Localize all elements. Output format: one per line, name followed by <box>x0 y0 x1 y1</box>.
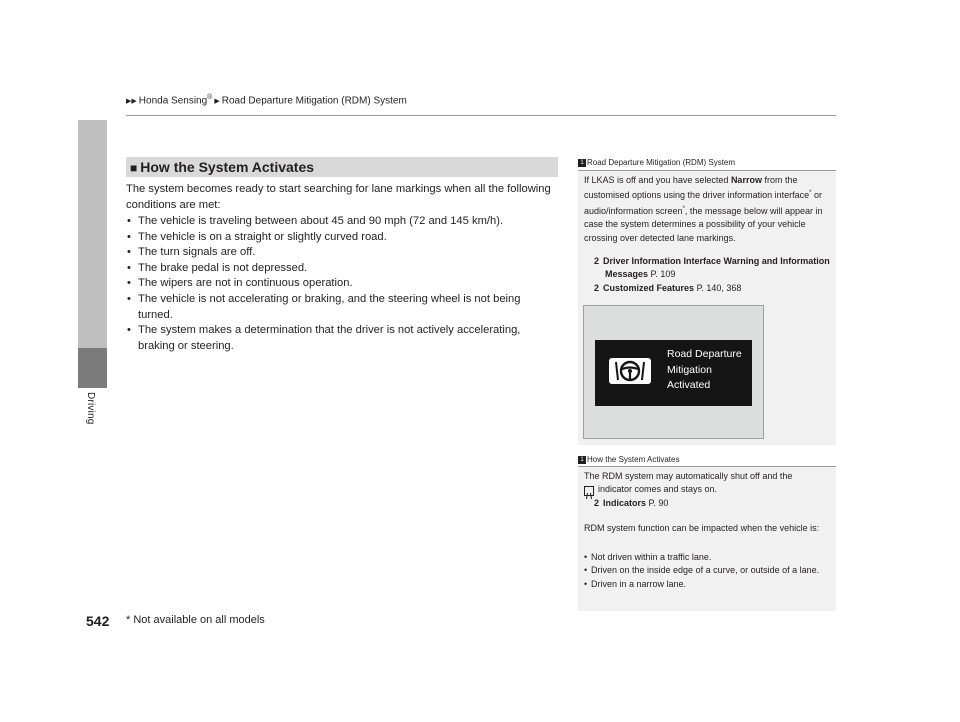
list-item: • Driven on the inside edge of a curve, or outside of a lane. <box>584 564 834 577</box>
note-text-part: or audio/information screen <box>584 190 822 216</box>
xref-page[interactable]: P. 90 <box>648 497 669 508</box>
side-note-divider <box>578 170 836 171</box>
breadcrumb-arrow-icon: ▶▶ <box>126 98 137 106</box>
list-item: • The brake pedal is not depressed. <box>126 261 558 277</box>
rdm-indicator-icon <box>584 486 594 496</box>
note-text-part: from the customised options using the driver information interface <box>584 175 810 201</box>
footnote: * Not available on all models <box>126 614 265 626</box>
note-text-line: The RDM system may automatically shut off and the <box>584 471 793 481</box>
registered-mark: ® <box>207 94 213 101</box>
side-note-title-text: Road Departure Mitigation (RDM) System <box>587 158 736 167</box>
breadcrumb-part2[interactable]: Road Departure Mitigation (RDM) System <box>221 95 407 107</box>
road-departure-warning-icon <box>609 358 651 384</box>
note-text-part: If LKAS is off and you have selected <box>584 175 731 185</box>
list-item: • The vehicle is on a straight or slightly curved road. <box>126 230 558 246</box>
footnote-star: * <box>809 190 812 197</box>
xref-arrow-icon: 2 <box>594 283 600 293</box>
side-note-text: RDM system function can be impacted when the vehicle is: <box>584 523 820 533</box>
note-text-part: indicator comes and stays on. <box>598 484 718 495</box>
breadcrumb-part1[interactable]: Honda Sensing <box>138 95 208 107</box>
side-note-title <box>578 158 735 167</box>
side-note-text <box>584 174 834 245</box>
note-text-line-wrap <box>584 483 834 496</box>
side-tab-label[interactable]: Driving <box>85 392 96 425</box>
list-item: • Not driven within a traffic lane. <box>584 551 834 564</box>
body-intro: The system becomes ready to start searching for lane markings when all the following conditions are met: <box>126 183 551 211</box>
list-item: • The system makes a determination that the driver is not actively accelerating, braking or steering. <box>126 323 558 354</box>
lane-indicator-icon <box>585 492 593 500</box>
impact-conditions-list <box>584 551 834 591</box>
page-number: 542 <box>86 613 110 629</box>
xref-link-customized-features[interactable] <box>594 282 834 295</box>
side-note-title <box>578 455 679 464</box>
xref-arrow-icon: 2 <box>594 256 600 266</box>
xref-label[interactable]: Indicators <box>603 497 647 508</box>
list-item: • Driven in a narrow lane. <box>584 578 834 591</box>
breadcrumb-arrow-icon: ▶ <box>214 98 220 106</box>
display-message-text <box>667 347 752 394</box>
side-note-text <box>584 470 834 510</box>
section-heading <box>126 157 558 177</box>
note-bold-term: Narrow <box>730 175 762 185</box>
xref-link-warning-messages[interactable] <box>594 255 845 282</box>
display-line: Activated <box>667 379 711 391</box>
side-note-divider <box>578 466 836 467</box>
section-heading-text: How the System Activates <box>140 159 315 175</box>
breadcrumb <box>126 94 407 106</box>
side-tab-strip <box>78 120 107 348</box>
footnote-star: * <box>682 205 685 212</box>
heading-square-icon: ■ <box>130 161 138 175</box>
note-number-icon: 1 <box>578 159 586 167</box>
side-tab-marker <box>78 348 107 388</box>
list-item: • The vehicle is traveling between about 45 and 90 mph (72 and 145 km/h). <box>126 214 558 230</box>
header-divider <box>126 115 836 116</box>
xref-label[interactable]: Customized Features <box>603 283 695 293</box>
xref-page[interactable]: P. 140, 368 <box>696 283 742 293</box>
display-line: Mitigation <box>667 363 712 376</box>
list-item: • The vehicle is not accelerating or braking, and the steering wheel is not being turned. <box>126 292 558 323</box>
list-item: • The wipers are not in continuous operation. <box>126 276 558 292</box>
note-number-icon: 1 <box>578 456 586 464</box>
xref-page[interactable]: P. 109 <box>650 269 676 280</box>
steering-wheel-icon <box>609 358 651 384</box>
note-text-part: , the message below will appear in case the system determines a possibility of your vehicle crossing over detected lane markings. <box>584 205 823 243</box>
list-item: • The turn signals are off. <box>126 245 558 261</box>
side-note-title-text: How the System Activates <box>587 455 680 464</box>
xref-label[interactable]: Driver Information Interface Warning and Information Messages <box>603 256 830 280</box>
conditions-list <box>126 214 558 354</box>
display-line: Road Departure <box>667 348 742 360</box>
xref-link-indicators[interactable] <box>584 497 834 510</box>
xref-arrow-icon: 2 <box>594 497 600 508</box>
